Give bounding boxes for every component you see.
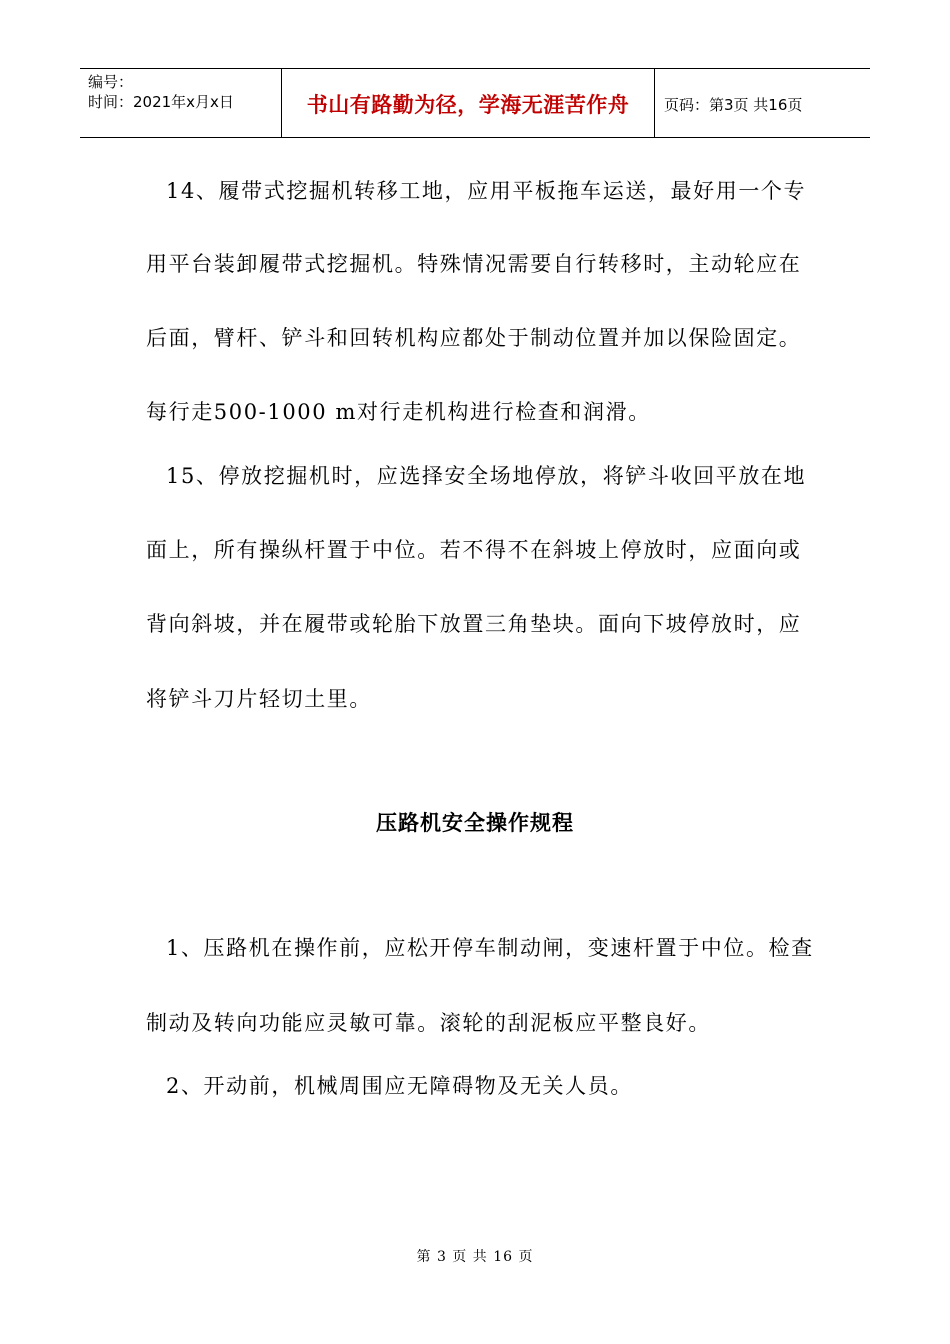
paragraph-line: 每行走500-1000 m对行走机构进行检查和润滑。 bbox=[146, 400, 651, 424]
paragraph-line: 制动及转向功能应灵敏可靠。滚轮的刮泥板应平整良好。 bbox=[146, 1011, 711, 1035]
page-footer: 第 3 页 共 16 页 bbox=[416, 1249, 534, 1265]
paragraph-line: 1、压路机在操作前，应松开停车制动闸，变速杆置于中位。检查 bbox=[166, 936, 814, 960]
paragraph-line: 面上，所有操纵杆置于中位。若不得不在斜坡上停放时，应面向或 bbox=[146, 538, 802, 562]
paragraph-line: 用平台装卸履带式挖掘机。特殊情况需要自行转移时，主动轮应在 bbox=[146, 252, 802, 276]
header-divider bbox=[654, 69, 655, 137]
paragraph-line: 2、开动前，机械周围应无障碍物及无关人员。 bbox=[166, 1074, 633, 1098]
document-date: 时间：2021年x月x日 bbox=[88, 93, 234, 111]
paragraph-line: 14、履带式挖掘机转移工地，应用平板拖车运送，最好用一个专 bbox=[166, 179, 807, 203]
paragraph-line: 15、停放挖掘机时，应选择安全场地停放，将铲斗收回平放在地 bbox=[166, 464, 807, 488]
paragraph-line: 背向斜坡，并在履带或轮胎下放置三角垫块。面向下坡停放时，应 bbox=[146, 612, 802, 636]
header-motto: 书山有路勤为径，学海无涯苦作舟 bbox=[306, 93, 630, 117]
document-number-label: 编号： bbox=[88, 73, 134, 91]
header-page-info: 页码：第3页 共16页 bbox=[664, 96, 803, 114]
header-meta bbox=[88, 72, 283, 112]
paragraph-line: 将铲斗刀片轻切土里。 bbox=[146, 687, 372, 711]
paragraph-line: 后面，臂杆、铲斗和回转机构应都处于制动位置并加以保险固定。 bbox=[146, 326, 802, 350]
document-header bbox=[80, 68, 870, 138]
section-title: 压路机安全操作规程 bbox=[376, 811, 574, 835]
